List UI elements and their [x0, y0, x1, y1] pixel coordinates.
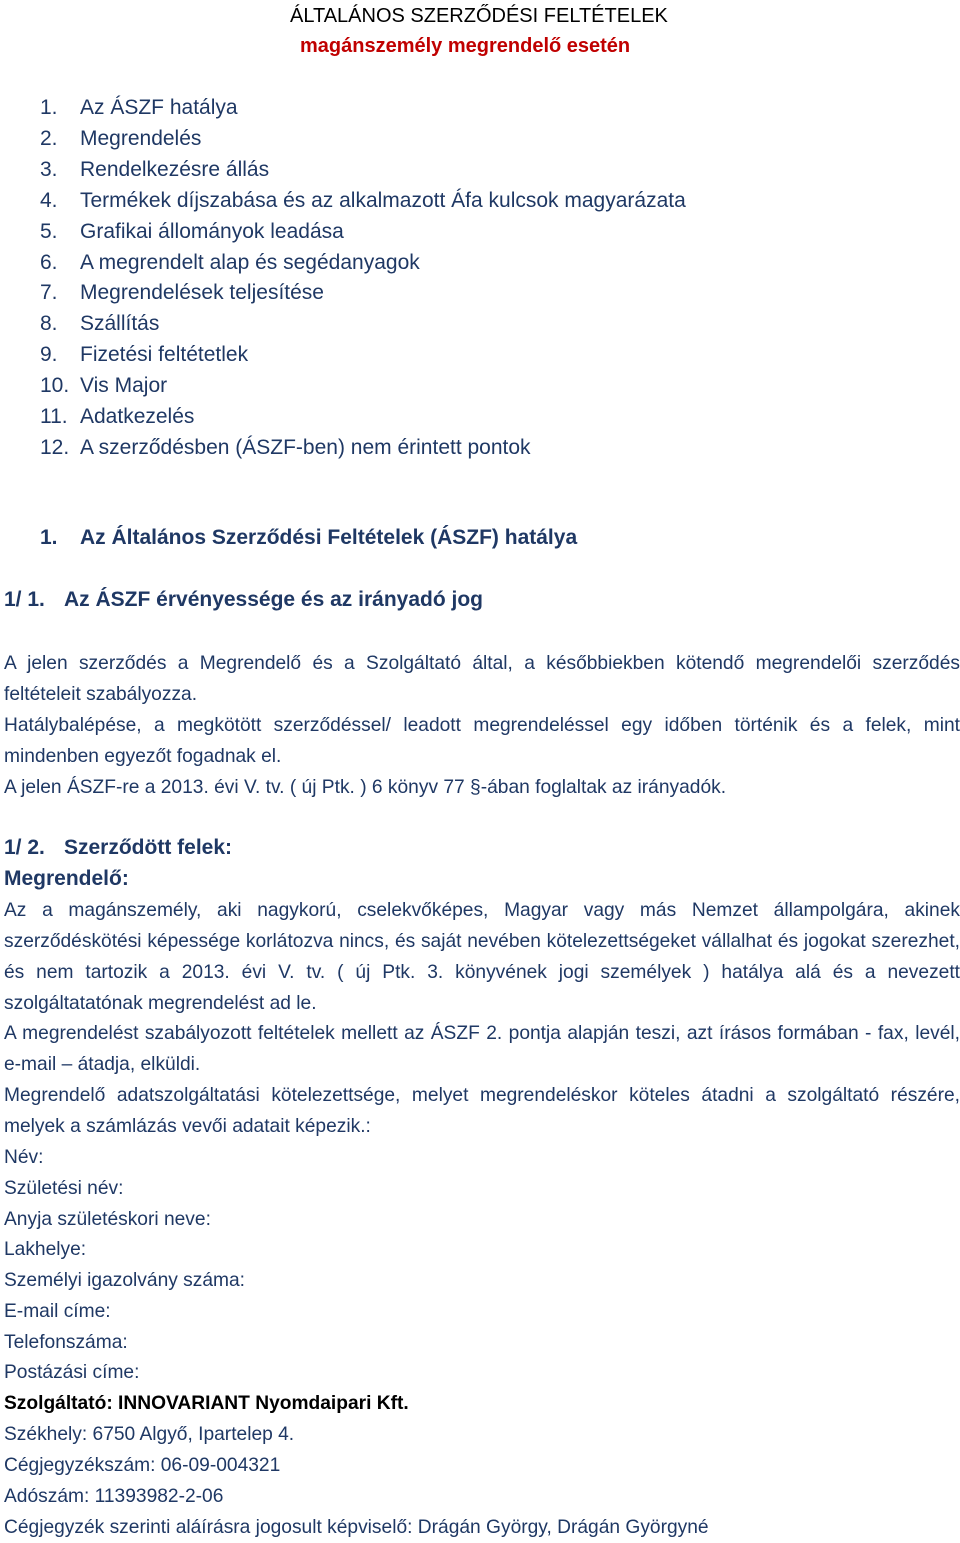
toc-item-number: 2.	[40, 126, 58, 150]
paragraph: A jelen ÁSZF-re a 2013. évi V. tv. ( új Ptk. ) 6 könyv 77 §-ában foglaltak az irányadók.	[4, 777, 727, 798]
toc-item	[40, 155, 686, 186]
table-of-contents	[40, 93, 686, 464]
subsection-heading	[4, 833, 232, 863]
toc-item-label: Vis Major	[80, 374, 168, 398]
provider-detail: Cégjegyzék szerinti aláírásra jogosult képviselő: Drágán György, Drágán Györgyné	[4, 1517, 709, 1538]
subsection-number: 1/ 1.	[4, 588, 45, 611]
paragraph: Hatálybalépése, a megkötött szerződéssel/ leadott megrendeléssel egy időben történik és a felek, mint mindenben egyezőt fogadnak el.	[4, 715, 960, 767]
provider-heading: Szolgáltató: INNOVARIANT Nyomdaipari Kft.	[4, 1393, 409, 1414]
paragraph: Az a magánszemély, aki nagykorú, cselekvőképes, Magyar vagy más Nemzet állampolgára, akinek szerződéskötési képessége korlátozva nincs, és saját nevében kötelezettségeket vállalhat és jogokat szerezhet, és nem tartozik a 2013. évi V. tv. ( új Ptk. 3. könyvének jogi személyek ) hatálya alá és a nevezett szolgáltatatónak megrendelést ad le.	[4, 900, 960, 1014]
toc-item-label: Grafikai állományok leadása	[80, 219, 344, 243]
section-heading	[40, 523, 577, 553]
toc-item	[40, 371, 686, 402]
toc-item-label: Megrendelés	[80, 126, 202, 150]
toc-item-number: 5.	[40, 219, 58, 243]
paragraph: A megrendelést szabályozott feltételek mellett az ÁSZF 2. pontja alapján teszi, azt írásos formában - fax, levél, e-mail – átadja, elküldi.	[4, 1023, 960, 1075]
toc-item-label: A szerződésben (ÁSZF-ben) nem érintett pontok	[80, 435, 531, 459]
toc-item-label: A megrendelt alap és segédanyagok	[80, 250, 420, 274]
toc-item	[40, 248, 686, 279]
toc-item-number: 4.	[40, 188, 58, 212]
toc-item-label: Szállítás	[80, 312, 160, 336]
toc-item	[40, 93, 686, 124]
toc-item-label: Termékek díjszabása és az alkalmazott Áfa kulcsok magyarázata	[80, 188, 686, 212]
subsection-title: Szerződött felek:	[64, 836, 233, 859]
paragraph: A jelen szerződés a Megrendelő és a Szolgáltató által, a későbbiekben kötendő megrendelői szerződés feltételeit szabályozza.	[4, 653, 960, 705]
field-label: Anyja születéskori neve:	[4, 1209, 211, 1230]
toc-item-number: 8.	[40, 312, 58, 336]
field-label: Postázási címe:	[4, 1362, 140, 1383]
toc-item-number: 6.	[40, 250, 58, 274]
toc-item-number: 1.	[40, 96, 58, 119]
toc-item-label: Megrendelések teljesítése	[80, 281, 324, 305]
paragraph: Megrendelő adatszolgáltatási kötelezettsége, melyet megrendeléskor köteles átadni a szolgáltató részére, melyek a számlázás vevői adatait képezik.:	[4, 1085, 960, 1137]
provider-detail: Adószám: 11393982-2-06	[4, 1486, 224, 1507]
field-label: Név:	[4, 1147, 44, 1168]
toc-item	[40, 402, 686, 433]
section-title: Az Általános Szerződési Feltételek (ÁSZF) hatálya	[80, 526, 578, 549]
subsection-number: 1/ 2.	[4, 836, 45, 859]
toc-item-number: 10.	[40, 374, 70, 398]
toc-item-label: Rendelkezésre állás	[80, 157, 270, 181]
field-label: Születési név:	[4, 1178, 124, 1199]
toc-item-label: Fizetési feltétetlek	[80, 343, 249, 367]
toc-item	[40, 278, 686, 309]
field-label: E-mail címe:	[4, 1301, 111, 1322]
toc-item-number: 9.	[40, 343, 58, 367]
toc-item-number: 3.	[40, 157, 58, 181]
subsection-title: Az ÁSZF érvényessége és az irányadó jog	[64, 588, 483, 611]
toc-item	[40, 340, 686, 371]
section-number: 1.	[40, 526, 58, 549]
toc-item-number: 7.	[40, 281, 58, 305]
toc-item-label: Adatkezelés	[80, 405, 195, 429]
field-label: Telefonszáma:	[4, 1332, 128, 1353]
toc-item	[40, 124, 686, 155]
field-label: Személyi igazolvány száma:	[4, 1270, 246, 1291]
document-title: ÁLTALÁNOS SZERZŐDÉSI FELTÉTELEK	[290, 5, 668, 27]
toc-item	[40, 309, 686, 340]
provider-detail: Székhely: 6750 Algyő, Ipartelep 4.	[4, 1424, 295, 1445]
toc-item-label: Az ÁSZF hatálya	[80, 96, 238, 119]
toc-item-number: 11.	[40, 405, 68, 429]
toc-item	[40, 186, 686, 217]
customer-label: Megrendelő:	[4, 867, 129, 890]
field-label: Lakhelye:	[4, 1239, 87, 1260]
subsection-heading	[4, 585, 483, 615]
toc-item	[40, 433, 686, 464]
provider-detail: Cégjegyzékszám: 06-09-004321	[4, 1455, 281, 1476]
document-subtitle: magánszemély megrendelő esetén	[300, 35, 631, 57]
toc-item	[40, 217, 686, 248]
toc-item-number: 12.	[40, 435, 70, 459]
